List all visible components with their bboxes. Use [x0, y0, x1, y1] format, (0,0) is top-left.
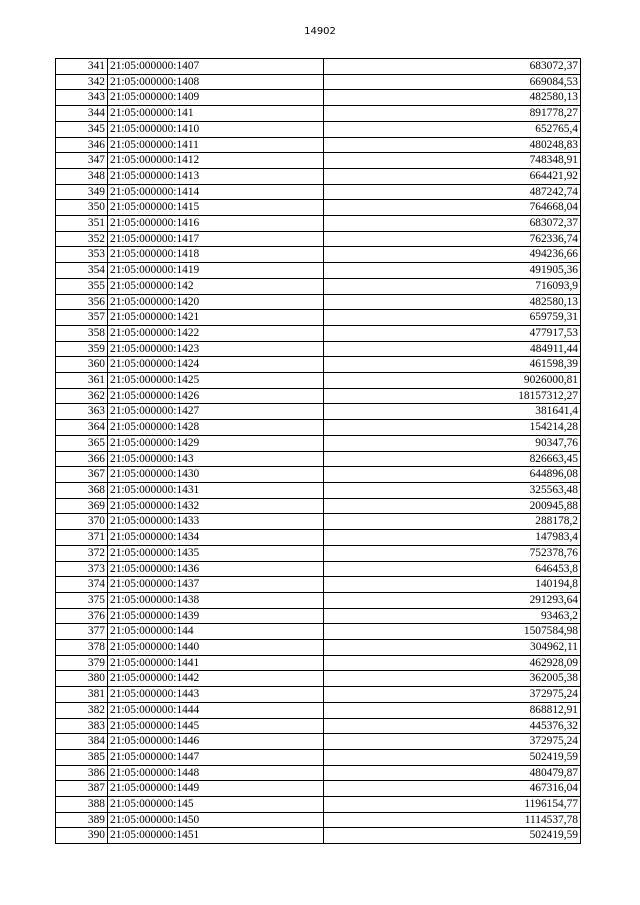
value-cell: 18157312,27	[324, 388, 581, 404]
table-row	[56, 200, 581, 216]
table-row	[56, 781, 581, 797]
row-number-cell: 375	[56, 592, 108, 608]
cadastral-number-cell: 21:05:000000:1409	[108, 90, 324, 106]
cadastral-number-cell: 21:05:000000:1440	[108, 640, 324, 656]
value-cell: 140194,8	[324, 577, 581, 593]
table-row	[56, 90, 581, 106]
page-number: 14902	[304, 26, 336, 37]
value-cell: 90347,76	[324, 435, 581, 451]
row-number-cell: 386	[56, 765, 108, 781]
cadastral-number-cell: 21:05:000000:1444	[108, 702, 324, 718]
table-row	[56, 671, 581, 687]
row-number-cell: 370	[56, 514, 108, 530]
value-cell: 372975,24	[324, 687, 581, 703]
value-cell: 826663,45	[324, 451, 581, 467]
table-row	[56, 278, 581, 294]
row-number-cell: 367	[56, 467, 108, 483]
row-number-cell: 349	[56, 184, 108, 200]
cadastral-number-cell: 21:05:000000:1445	[108, 718, 324, 734]
value-cell: 461598,39	[324, 357, 581, 373]
cadastral-number-cell: 21:05:000000:1411	[108, 137, 324, 153]
row-number-cell: 369	[56, 498, 108, 514]
cadastral-number-cell: 21:05:000000:1429	[108, 435, 324, 451]
row-number-cell: 382	[56, 702, 108, 718]
cadastral-number-cell: 21:05:000000:1434	[108, 530, 324, 546]
row-number-cell: 380	[56, 671, 108, 687]
table-body	[56, 59, 581, 844]
cadastral-number-cell: 21:05:000000:1422	[108, 325, 324, 341]
table-row	[56, 530, 581, 546]
table-row	[56, 153, 581, 169]
cadastral-number-cell: 21:05:000000:143	[108, 451, 324, 467]
table-row	[56, 388, 581, 404]
table-row	[56, 608, 581, 624]
row-number-cell: 365	[56, 435, 108, 451]
table-row	[56, 828, 581, 844]
table-row	[56, 231, 581, 247]
cadastral-number-cell: 21:05:000000:1415	[108, 200, 324, 216]
row-number-cell: 356	[56, 294, 108, 310]
row-number-cell: 376	[56, 608, 108, 624]
cadastral-number-cell: 21:05:000000:1451	[108, 828, 324, 844]
cadastral-number-cell: 21:05:000000:1430	[108, 467, 324, 483]
cadastral-number-cell: 21:05:000000:1412	[108, 153, 324, 169]
cadastral-number-cell: 21:05:000000:1450	[108, 812, 324, 828]
row-number-cell: 390	[56, 828, 108, 844]
value-cell: 683072,37	[324, 59, 581, 75]
value-cell: 659759,31	[324, 310, 581, 326]
cadastral-number-cell: 21:05:000000:1408	[108, 74, 324, 90]
row-number-cell: 360	[56, 357, 108, 373]
row-number-cell: 343	[56, 90, 108, 106]
row-number-cell: 389	[56, 812, 108, 828]
cadastral-number-cell: 21:05:000000:1443	[108, 687, 324, 703]
table-row	[56, 718, 581, 734]
table-row	[56, 294, 581, 310]
value-cell: 502419,59	[324, 828, 581, 844]
row-number-cell: 383	[56, 718, 108, 734]
table-row	[56, 624, 581, 640]
value-cell: 362005,38	[324, 671, 581, 687]
value-cell: 764668,04	[324, 200, 581, 216]
table-row	[56, 168, 581, 184]
table-row	[56, 482, 581, 498]
value-cell: 467316,04	[324, 781, 581, 797]
cadastral-number-cell: 21:05:000000:1432	[108, 498, 324, 514]
row-number-cell: 353	[56, 247, 108, 263]
value-cell: 646453,8	[324, 561, 581, 577]
table-row	[56, 263, 581, 279]
row-number-cell: 384	[56, 734, 108, 750]
cadastral-number-cell: 21:05:000000:1441	[108, 655, 324, 671]
value-cell: 716093,9	[324, 278, 581, 294]
table-row	[56, 325, 581, 341]
value-cell: 9026000,81	[324, 373, 581, 389]
row-number-cell: 342	[56, 74, 108, 90]
table-row	[56, 734, 581, 750]
cadastral-number-cell: 21:05:000000:1410	[108, 121, 324, 137]
table-row	[56, 74, 581, 90]
row-number-cell: 347	[56, 153, 108, 169]
table-row	[56, 749, 581, 765]
value-cell: 482580,13	[324, 294, 581, 310]
value-cell: 487242,74	[324, 184, 581, 200]
cadastral-number-cell: 21:05:000000:1446	[108, 734, 324, 750]
value-cell: 891778,27	[324, 106, 581, 122]
cadastral-number-cell: 21:05:000000:1414	[108, 184, 324, 200]
value-cell: 200945,88	[324, 498, 581, 514]
table-row	[56, 514, 581, 530]
table-row	[56, 121, 581, 137]
value-cell: 1507584,98	[324, 624, 581, 640]
table-row	[56, 687, 581, 703]
row-number-cell: 357	[56, 310, 108, 326]
value-cell: 445376,32	[324, 718, 581, 734]
cadastral-number-cell: 21:05:000000:1427	[108, 404, 324, 420]
cadastral-number-cell: 21:05:000000:1425	[108, 373, 324, 389]
row-number-cell: 368	[56, 482, 108, 498]
cadastral-number-cell: 21:05:000000:1428	[108, 420, 324, 436]
value-cell: 93463,2	[324, 608, 581, 624]
table-row	[56, 310, 581, 326]
cadastral-number-cell: 21:05:000000:145	[108, 797, 324, 813]
row-number-cell: 377	[56, 624, 108, 640]
row-number-cell: 344	[56, 106, 108, 122]
table-row	[56, 797, 581, 813]
value-cell: 372975,24	[324, 734, 581, 750]
table-row	[56, 640, 581, 656]
row-number-cell: 381	[56, 687, 108, 703]
value-cell: 291293,64	[324, 592, 581, 608]
table-row	[56, 184, 581, 200]
table-row	[56, 420, 581, 436]
row-number-cell: 388	[56, 797, 108, 813]
table-row	[56, 545, 581, 561]
row-number-cell: 363	[56, 404, 108, 420]
cadastral-number-cell: 21:05:000000:1416	[108, 216, 324, 232]
cadastral-number-cell: 21:05:000000:1424	[108, 357, 324, 373]
value-cell: 482580,13	[324, 90, 581, 106]
value-cell: 147983,4	[324, 530, 581, 546]
table-row	[56, 435, 581, 451]
value-cell: 1114537,78	[324, 812, 581, 828]
value-cell: 304962,11	[324, 640, 581, 656]
table-row	[56, 59, 581, 75]
row-number-cell: 373	[56, 561, 108, 577]
row-number-cell: 359	[56, 341, 108, 357]
cadastral-number-cell: 21:05:000000:1447	[108, 749, 324, 765]
table-row	[56, 216, 581, 232]
cadastral-number-cell: 21:05:000000:144	[108, 624, 324, 640]
value-cell: 683072,37	[324, 216, 581, 232]
value-cell: 462928,09	[324, 655, 581, 671]
row-number-cell: 358	[56, 325, 108, 341]
row-number-cell: 364	[56, 420, 108, 436]
table-row	[56, 812, 581, 828]
value-cell: 752378,76	[324, 545, 581, 561]
cadastral-number-cell: 21:05:000000:1413	[108, 168, 324, 184]
table-row	[56, 247, 581, 263]
cadastral-number-cell: 21:05:000000:1421	[108, 310, 324, 326]
table-row	[56, 655, 581, 671]
row-number-cell: 374	[56, 577, 108, 593]
value-cell: 669084,53	[324, 74, 581, 90]
cadastral-number-cell: 21:05:000000:1418	[108, 247, 324, 263]
cadastral-number-cell: 21:05:000000:1442	[108, 671, 324, 687]
value-cell: 154214,28	[324, 420, 581, 436]
value-cell: 491905,36	[324, 263, 581, 279]
table-row	[56, 467, 581, 483]
row-number-cell: 355	[56, 278, 108, 294]
table-row	[56, 561, 581, 577]
row-number-cell: 348	[56, 168, 108, 184]
value-cell: 480479,87	[324, 765, 581, 781]
row-number-cell: 352	[56, 231, 108, 247]
value-cell: 477917,53	[324, 325, 581, 341]
row-number-cell: 354	[56, 263, 108, 279]
value-cell: 494236,66	[324, 247, 581, 263]
cadastral-number-cell: 21:05:000000:1417	[108, 231, 324, 247]
value-cell: 502419,59	[324, 749, 581, 765]
table-row	[56, 106, 581, 122]
row-number-cell: 378	[56, 640, 108, 656]
table-row	[56, 498, 581, 514]
value-cell: 1196154,77	[324, 797, 581, 813]
value-cell: 644896,08	[324, 467, 581, 483]
cadastral-number-cell: 21:05:000000:1439	[108, 608, 324, 624]
cadastral-number-cell: 21:05:000000:1419	[108, 263, 324, 279]
cadastral-value-table	[55, 58, 581, 844]
table-row	[56, 373, 581, 389]
table-row	[56, 451, 581, 467]
value-cell: 762336,74	[324, 231, 581, 247]
cadastral-number-cell: 21:05:000000:1437	[108, 577, 324, 593]
value-cell: 480248,83	[324, 137, 581, 153]
row-number-cell: 379	[56, 655, 108, 671]
table-row	[56, 592, 581, 608]
row-number-cell: 372	[56, 545, 108, 561]
row-number-cell: 362	[56, 388, 108, 404]
row-number-cell: 351	[56, 216, 108, 232]
row-number-cell: 366	[56, 451, 108, 467]
cadastral-number-cell: 21:05:000000:141	[108, 106, 324, 122]
table-row	[56, 404, 581, 420]
cadastral-number-cell: 21:05:000000:1431	[108, 482, 324, 498]
table-row	[56, 137, 581, 153]
value-cell: 288178,2	[324, 514, 581, 530]
cadastral-number-cell: 21:05:000000:1407	[108, 59, 324, 75]
table-row	[56, 577, 581, 593]
row-number-cell: 345	[56, 121, 108, 137]
row-number-cell: 387	[56, 781, 108, 797]
value-cell: 381641,4	[324, 404, 581, 420]
cadastral-number-cell: 21:05:000000:1423	[108, 341, 324, 357]
row-number-cell: 350	[56, 200, 108, 216]
row-number-cell: 371	[56, 530, 108, 546]
row-number-cell: 361	[56, 373, 108, 389]
table-row	[56, 765, 581, 781]
value-cell: 748348,91	[324, 153, 581, 169]
row-number-cell: 341	[56, 59, 108, 75]
value-cell: 652765,4	[324, 121, 581, 137]
table-row	[56, 357, 581, 373]
cadastral-number-cell: 21:05:000000:1433	[108, 514, 324, 530]
value-cell: 484911,44	[324, 341, 581, 357]
table-row	[56, 702, 581, 718]
cadastral-number-cell: 21:05:000000:1448	[108, 765, 324, 781]
table-row	[56, 341, 581, 357]
cadastral-number-cell: 21:05:000000:1435	[108, 545, 324, 561]
row-number-cell: 385	[56, 749, 108, 765]
row-number-cell: 346	[56, 137, 108, 153]
cadastral-number-cell: 21:05:000000:142	[108, 278, 324, 294]
cadastral-number-cell: 21:05:000000:1436	[108, 561, 324, 577]
cadastral-number-cell: 21:05:000000:1438	[108, 592, 324, 608]
cadastral-number-cell: 21:05:000000:1449	[108, 781, 324, 797]
value-cell: 325563,48	[324, 482, 581, 498]
value-cell: 664421,92	[324, 168, 581, 184]
cadastral-number-cell: 21:05:000000:1426	[108, 388, 324, 404]
value-cell: 868812,91	[324, 702, 581, 718]
cadastral-number-cell: 21:05:000000:1420	[108, 294, 324, 310]
